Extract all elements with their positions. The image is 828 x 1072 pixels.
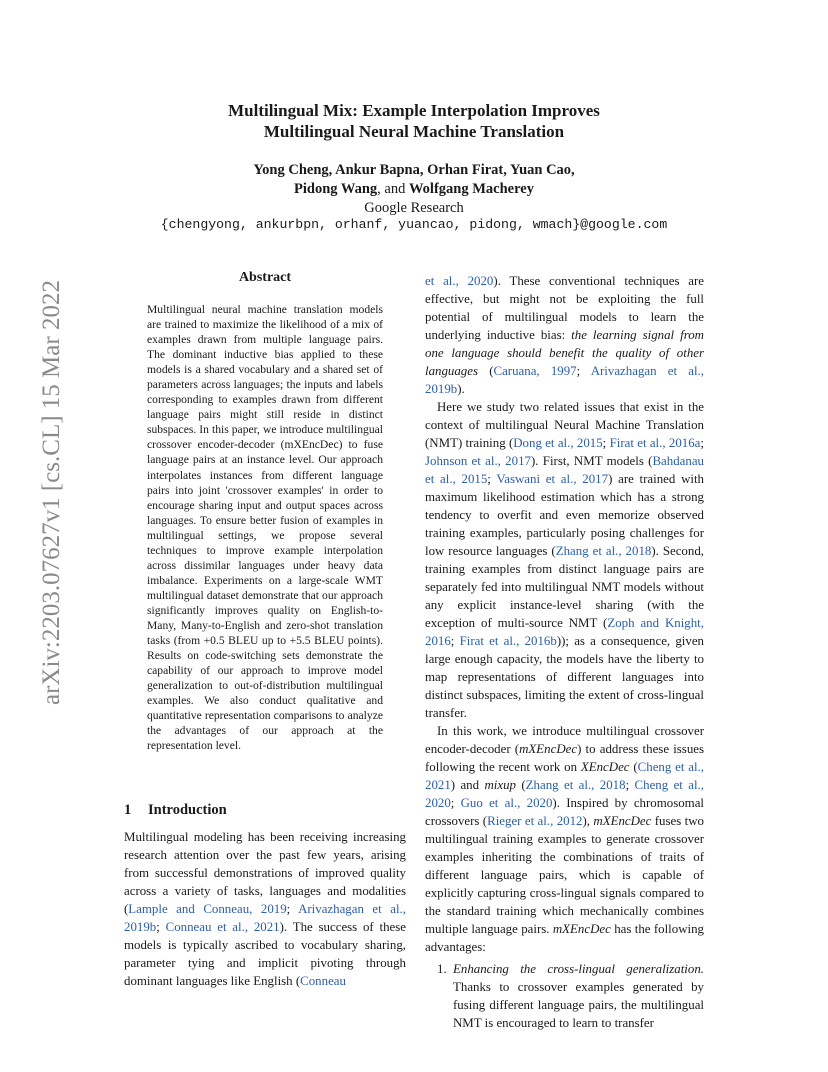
citation-link[interactable]: Lample and Conneau, 2019: [128, 902, 287, 916]
citation-link[interactable]: Dong et al., 2015: [513, 436, 603, 450]
left-column-text: [124, 828, 406, 990]
citation-link[interactable]: Firat et al., 2016b: [459, 634, 557, 648]
author-emails: {chengyong, ankurbpn, orhanf, yuancao, pidong, wmach}@google.com: [160, 217, 668, 232]
intro-paragraph-1: Multilingual modeling has been receiving increasing research attention over the past few years, arising from successful demonstrations of improved quality across a variety of tasks, languages and modalities (Lample and Conneau, 2019; Arivazhagan et al., 2019b; Conneau et al., 2021). The success of these models is typically ascribed to vocabulary sharing, parameter tying and implicit pivoting through dominant languages like English (Conneau: [124, 830, 406, 988]
paper-title-line-1: Multilingual Mix: Example Interpolation Improves: [228, 101, 600, 120]
list-item: 1. Enhancing the cross-lingual generalization. Thanks to crossover examples generated by fusing different language pairs, the multilingual NMT is encouraged to learn to transfer: [437, 962, 704, 1030]
abstract-body: Multilingual neural machine translation models are trained to maximize the likelihood of a mix of examples drawn from multiple language pairs. The dominant inductive bias applied to these models is a shared vocabulary and a shared set of parameters across languages; the inputs and labels corresponding to examples drawn from different language pairs might still reside in distinct subspaces. In this paper, we introduce multilingual crossover encoder-decoder (mXEncDec) to fuse language pairs at an instance level. Our approach interpolates instances from different language pairs into joint 'crossover examples' in order to encourage sharing input and output spaces across languages. To ensure better fusion of examples in multilingual settings, we propose several techniques to improve example interpolation across dissimilar languages under heavy data imbalance. Experiments on a large-scale WMT multilingual dataset demonstrate that our approach significantly improves quality on English-to-Many, Many-to-English and zero-shot translation tasks (from +0.5 BLEU up to +5.5 BLEU points). Results on code-switching sets demonstrate the capability of our approach to improve model generalization to out-of-distribution multilingual examples. We also conduct qualitative and quantitative representation comparisons to analyze the advantages of our approach at the representation level.: [147, 303, 383, 753]
citation-link[interactable]: Johnson et al., 2017: [425, 454, 531, 468]
citation-link[interactable]: Caruana, 1997: [493, 364, 577, 378]
citation-link[interactable]: Guo et al., 2020: [460, 796, 553, 810]
intro-paragraph-1-cont: et al., 2020). These conventional techniques are effective, but might not be exploiting the full potential of multilingual models to learn the underlying inductive bias: the learning signal from one language should benefit the quality of other languages (Caruana, 1997; Arivazhagan et al., 2019b).: [425, 274, 704, 396]
citation-link[interactable]: Rieger et al., 2012: [487, 814, 583, 828]
citation-link[interactable]: Zoph and Knight, 2016: [425, 616, 704, 648]
citation-link[interactable]: Arivazhagan et al., 2019b: [124, 902, 406, 934]
citation-link[interactable]: Firat et al., 2016a: [609, 436, 701, 450]
authors-line-1: Yong Cheng, Ankur Bapna, Orhan Firat, Yuan Cao,: [253, 162, 575, 178]
citation-link[interactable]: et al., 2020: [425, 274, 494, 288]
citation-link[interactable]: Conneau: [300, 974, 346, 988]
affiliation: Google Research: [364, 200, 464, 216]
citation-link[interactable]: Zhang et al., 2018: [555, 544, 652, 558]
section-heading-introduction: 1 Introduction: [124, 802, 227, 818]
citation-link[interactable]: Bahdanau et al., 2015: [425, 454, 704, 486]
citation-link[interactable]: Cheng et al., 2020: [425, 778, 704, 810]
intro-paragraph-2: Here we study two related issues that exist in the context of multilingual Neural Machine Translation (NMT) training (Dong et al., 2015; Firat et al., 2016a; Johnson et al., 2017). First, NMT models (Bahdanau et al., 2015; Vaswani et al., 2017) are trained with maximum likelihood estimation which has a strong tendency to overfit and even memorize observed training examples, particularly posing challenges for low resource languages (Zhang et al., 2018). Second, training examples from distinct language pairs are separately fed into multilingual NMT models without any explicit instance-level sharing (with the exception of multi-source NMT (Zoph and Knight, 2016; Firat et al., 2016b)); as a consequence, given large enough capacity, the models have the liberty to map representations of different languages into distinct subspaces, limiting the extent of cross-lingual transfer.: [425, 400, 704, 720]
citation-link[interactable]: Conneau et al., 2021: [165, 920, 280, 934]
citation-link[interactable]: Vaswani et al., 2017: [496, 472, 609, 486]
citation-link[interactable]: Cheng et al., 2021: [425, 760, 705, 792]
citation-link[interactable]: Zhang et al., 2018: [525, 778, 626, 792]
abstract-heading: Abstract: [238, 270, 292, 285]
citation-link[interactable]: Arivazhagan et al., 2019b: [425, 364, 704, 396]
paper-title-line-2: Multilingual Neural Machine Translation: [263, 122, 565, 141]
authors-line-2: Pidong Wang, and Wolfgang Macherey: [294, 181, 534, 197]
intro-paragraph-3: In this work, we introduce multilingual crossover encoder-decoder (mXEncDec) to address these issues following the recent work on XEncDec (Cheng et al., 2021) and mixup (Zhang et al., 2018; Cheng et al., 2020; Guo et al., 2020). Inspired by chromosomal crossovers (Rieger et al., 2012), mXEncDec fuses two multilingual training examples to generate crossover examples inheriting the combinations of traits of different language pairs, which is capable of explicitly capturing cross-lingual signals compared to the standard training which mechanically combines multiple language pairs. mXEncDec has the following advantages:: [425, 724, 705, 954]
right-column-text: [425, 272, 704, 1032]
